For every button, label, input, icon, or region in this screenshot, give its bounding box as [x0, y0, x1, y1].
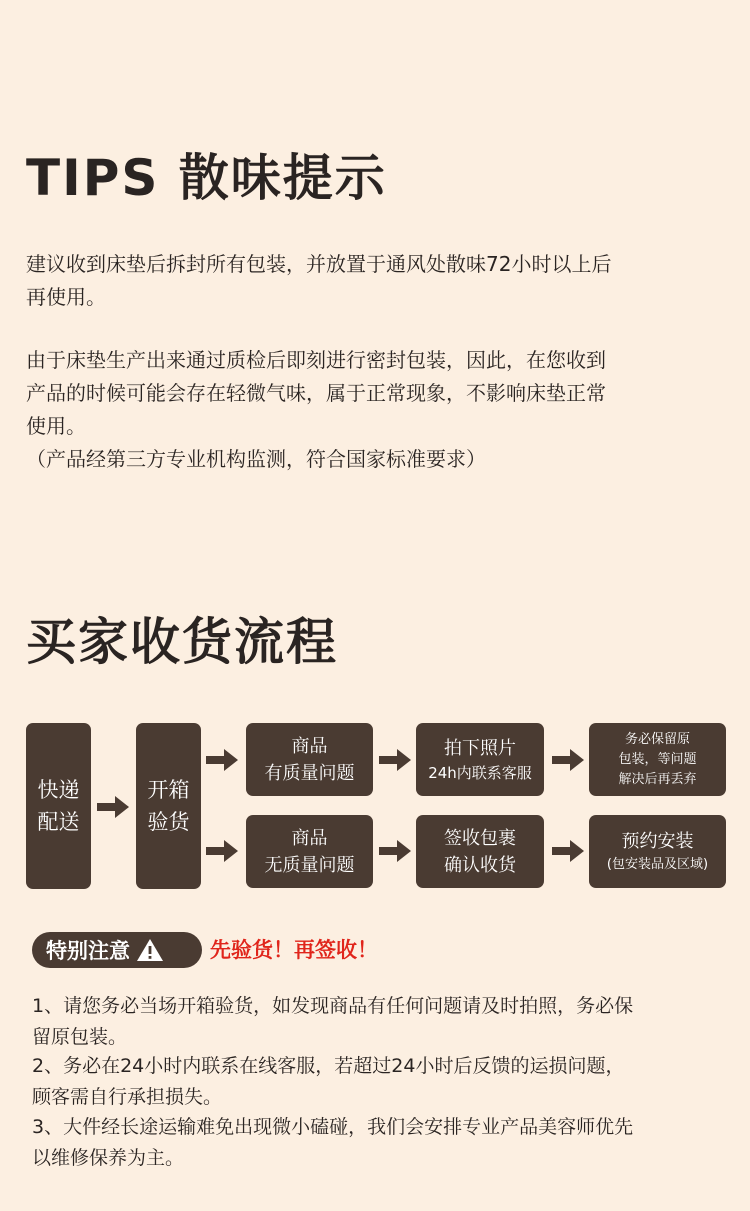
notice-item1-line2: 留原包装。 [32, 1026, 128, 1048]
top-box1-line2: 有质量问题 [264, 762, 355, 784]
tips-p2-line4: （产品经第三方专业机构监测，符合国家标准要求） [26, 447, 486, 471]
step-unbox-line2: 验货 [147, 810, 190, 834]
arrow-right-icon [97, 796, 129, 818]
notice-item-1 [32, 991, 732, 1053]
notice-item3-line2: 以维修保养为主。 [32, 1147, 185, 1169]
top-box2-line1: 拍下照片 [444, 738, 516, 759]
top-photo-box [416, 723, 544, 796]
notice-item3-line1: 3、大件经长途运输难免出现微小磕碰，我们会安排专业产品美容师优先 [32, 1116, 634, 1138]
notice-badge-label: 特别注意 [46, 939, 130, 963]
top-keep-package-box [589, 723, 726, 796]
tips-p2-line2: 产品的时候可能会存在轻微气味，属于正常现象，不影响床垫正常 [26, 381, 606, 405]
bottom-box1-line2: 无质量问题 [264, 854, 355, 876]
notice-item-2 [32, 1051, 732, 1113]
bottom-box3-line2: (包安装品及区域) [606, 857, 709, 872]
flow-title: 买家收货流程 [26, 613, 338, 671]
tips-title: TIPS 散味提示 [26, 149, 387, 207]
top-box3-line1: 务必保留原 [624, 731, 690, 747]
tips-paragraph-2 [26, 344, 726, 476]
bottom-box1-line1: 商品 [291, 827, 328, 849]
notice-item-3 [32, 1112, 732, 1174]
notice-item1-line1: 1、请您务必当场开箱验货，如发现商品有任何问题请及时拍照，务必保 [32, 995, 634, 1017]
top-box2-line2: 24h内联系客服 [428, 764, 532, 782]
arrow-right-icon [206, 749, 238, 771]
tips-p2-line3: 使用。 [26, 414, 86, 438]
bottom-sign-box [416, 815, 544, 888]
tips-p1-line2: 再使用。 [26, 285, 106, 309]
notice-item2-line2: 顾客需自行承担损失。 [32, 1086, 223, 1108]
arrow-right-icon [206, 840, 238, 862]
warning-icon [136, 938, 164, 962]
step-delivery-box [26, 723, 91, 889]
arrow-right-icon [552, 840, 584, 862]
top-box3-line2: 包装，等问题 [618, 751, 697, 767]
bottom-install-box [589, 815, 726, 888]
tips-p2-line1: 由于床垫生产出来通过质检后即刻进行密封包装，因此，在您收到 [26, 348, 606, 372]
arrow-right-icon [379, 749, 411, 771]
step-delivery-line2: 配送 [37, 810, 80, 834]
notice-item2-line1: 2、务必在24小时内联系在线客服，若超过24小时后反馈的运损问题， [32, 1055, 625, 1077]
tips-paragraph-1 [26, 248, 726, 314]
arrow-right-icon [552, 749, 584, 771]
bottom-box3-line1: 预约安装 [621, 831, 694, 852]
top-box1-line1: 商品 [291, 735, 328, 757]
notice-badge [32, 932, 202, 968]
step-unbox-line1: 开箱 [147, 778, 190, 802]
step-delivery-line1: 快递 [37, 778, 80, 802]
top-box3-line3: 解决后再丢弃 [618, 771, 697, 787]
bottom-box2-line1: 签收包裹 [444, 827, 516, 849]
bottom-no-issue-box [246, 815, 373, 888]
step-unbox-box [136, 723, 201, 889]
bottom-box2-line2: 确认收货 [444, 854, 516, 876]
arrow-right-icon [379, 840, 411, 862]
top-quality-issue-box [246, 723, 373, 796]
notice-slogan: 先验货！再签收！ [210, 938, 378, 962]
tips-p1-line1: 建议收到床垫后拆封所有包装，并放置于通风处散味72小时以上后 [26, 252, 612, 276]
